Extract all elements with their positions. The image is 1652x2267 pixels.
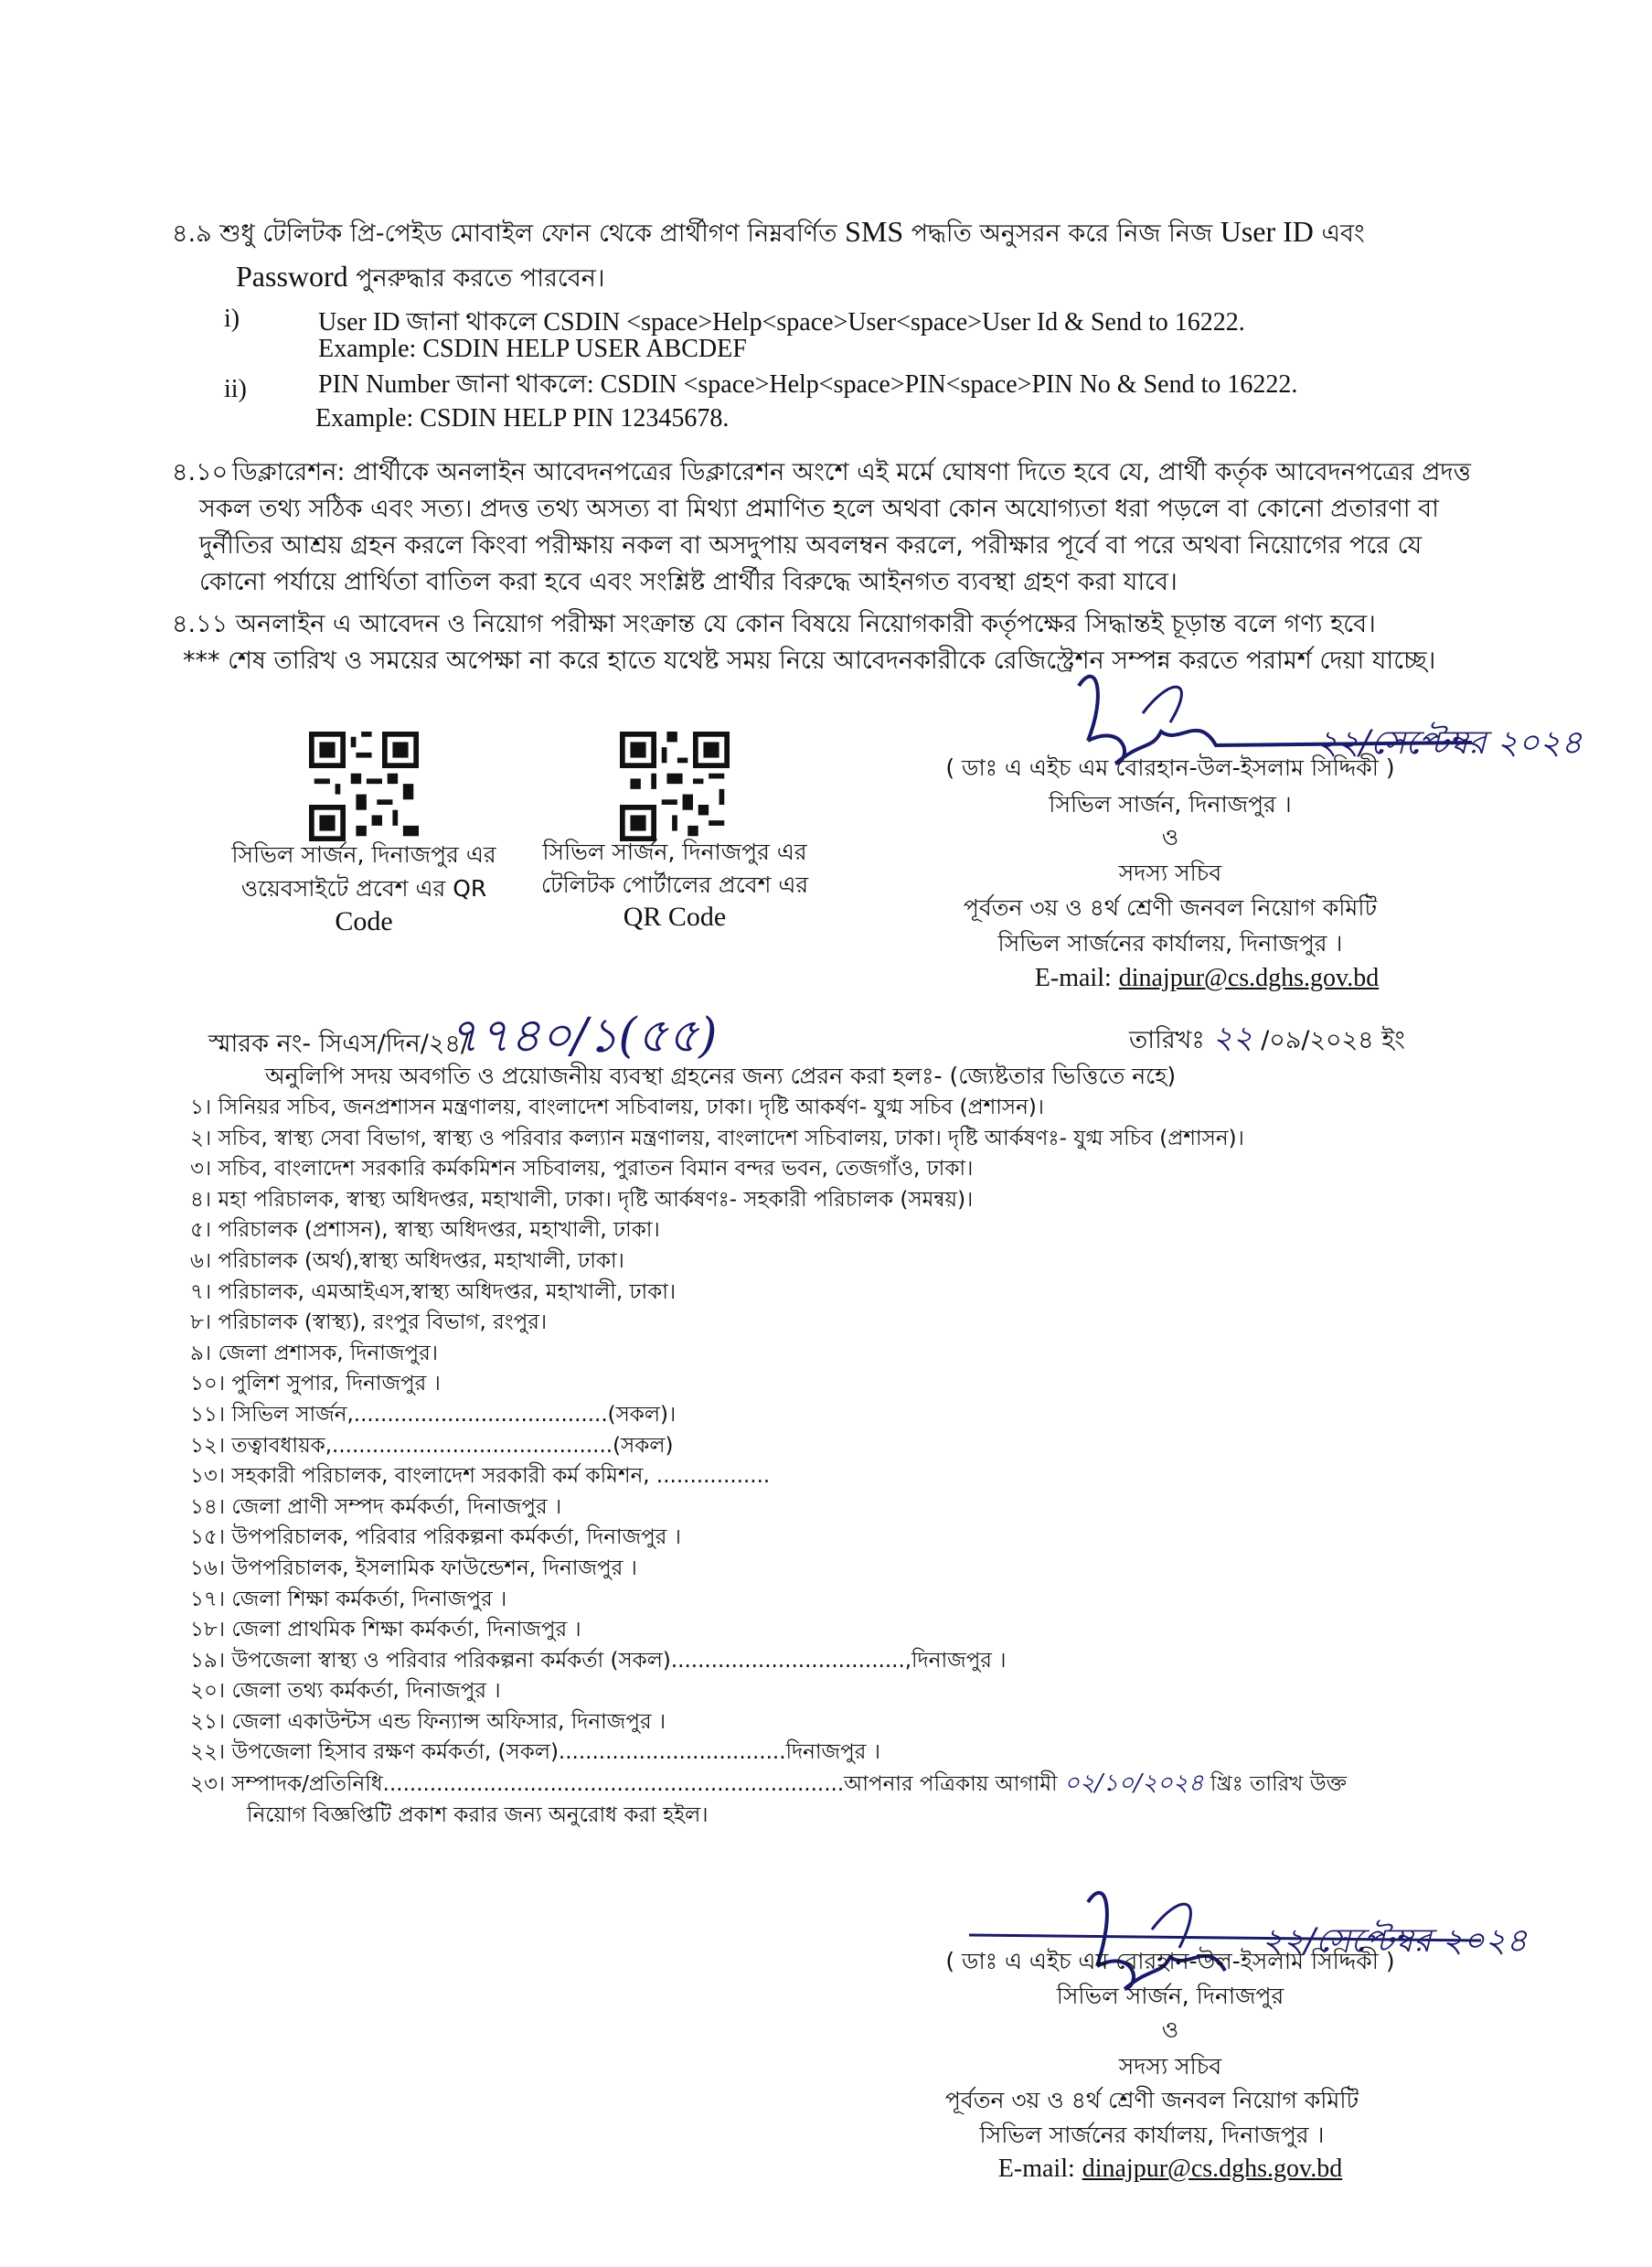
user-id-label: User ID — [1220, 215, 1314, 248]
signature-1-member: সদস্য সচিব — [1118, 860, 1222, 886]
section-text: শুধু টেলিটক প্রি-পেইড মোবাইল ফোন থেকে প্রার্থীগণ নিম্নবর্ণিত — [219, 219, 837, 248]
list-item: ১৮। জেলা প্রাথমিক শিক্ষা কর্মকর্তা, দিনাজপুর । — [190, 1618, 581, 1642]
signature-1-title: সিভিল সার্জন, দিনাজপুর । — [1049, 791, 1292, 818]
signature-2-date: ২২/সেপ্টেম্বর ২০২৪ — [1262, 1922, 1528, 1960]
section-4-10-number: ৪.১০ — [172, 458, 229, 487]
sms-item-text: PIN Number জানা থাকলে: CSDIN <space>Help<space>PIN<space>PIN No & Send to 16222. — [318, 370, 1298, 399]
list-item: ৬। পরিচালক (অর্থ),স্বাস্থ্য অধিদপ্তর, মহাখালী, ঢাকা। — [190, 1248, 624, 1273]
section-text: এবং — [1321, 219, 1365, 248]
qr-1-caption-line: সিভিল সার্জন, দিনাজপুর এর — [231, 841, 496, 868]
list-item-text: ২৩। সম্পাদক/প্রতিনিধি.....................................................................আপনার পত্রিকায় আগামী — [190, 1772, 1058, 1797]
list-item: ১৩। সহকারী পরিচালক, বাংলাদেশ সরকারী কর্ম কমিশন, ................. — [190, 1464, 771, 1489]
email-label: E-mail: — [1034, 964, 1112, 992]
section-number: ৪.৯ — [172, 219, 212, 248]
date-rest: /০৯/২০২৪ ইং — [1261, 1026, 1405, 1054]
list-item: ১৭। জেলা শিক্ষা কর্মকর্তা, দিনাজপুর । — [190, 1587, 507, 1611]
copy-intro: অনুলিপি সদয় অবগতি ও প্রয়োজনীয় ব্যবস্থা গ্রহনের জন্য প্রেরন করা হলঃ- (জ্যেষ্টতার ভিত্তিতে নহে) — [265, 1063, 1177, 1089]
signature-2-email-line — [933, 2151, 1408, 2187]
list-item: ৫। পরিচালক (প্রশাসন), স্বাস্থ্য অধিদপ্তর, মহাখালী, ঢাকা। — [190, 1218, 660, 1243]
list-item: ১৪। জেলা প্রাণী সম্পদ কর্মকর্তা, দিনাজপুর । — [190, 1494, 562, 1519]
sms-item-example: Example: CSDIN HELP USER ABCDEF — [318, 335, 747, 363]
handwritten-date: ০২/১০/২০২৪ — [1063, 1770, 1204, 1798]
list-item: ২১। জেলা একাউন্টস এন্ড ফিন্যান্স অফিসার, দিনাজপুর । — [190, 1709, 666, 1734]
qr-2-caption-line: টেলিটক পোর্টালের প্রবেশ এর — [540, 872, 809, 898]
list-item: ১১। সিভিল সার্জন,......................................(সকল)। — [190, 1402, 677, 1427]
memo-number-handwritten: ৭৭৪০/১(৫৫) — [448, 1009, 718, 1064]
section-text: পদ্ধতি অনুসরন করে নিজ নিজ — [911, 219, 1213, 248]
date-handwritten: ২২ — [1212, 1020, 1253, 1056]
email-link[interactable]: dinajpur@cs.dghs.gov.bd — [1118, 964, 1380, 992]
sms-item-text: User ID জানা থাকলে CSDIN <space>Help<space>User<space>User Id & Send to 16222. — [318, 308, 1245, 337]
signature-2-title: সিভিল সার্জন, দিনাজপুর — [1056, 1983, 1284, 2009]
sms-label: SMS — [845, 215, 904, 248]
section-text: অনলাইন এ আবেদন ও নিয়োগ পরীক্ষা সংক্রান্ত যে কোন বিষয়ে নিয়োগকারী কর্তৃপক্ষের সিদ্ধান্তই চূড়ান্ত বলে গণ্য হবে। — [235, 610, 1376, 638]
qr-2-caption-line: QR Code — [623, 902, 727, 932]
signature-2-member: সদস্য সচিব — [1118, 2053, 1222, 2080]
list-item: ১৯। উপজেলা স্বাস্থ্য ও পরিবার পরিকল্পনা কর্মকর্তা (সকল)...................................,দিনাজপুর । — [190, 1648, 1007, 1673]
signature-2-office: সিভিল সার্জনের কার্যালয়, দিনাজপুর । — [979, 2122, 1325, 2148]
list-item: ১৬। উপপরিচালক, ইসলামিক ফাউন্ডেশন, দিনাজপুর । — [190, 1556, 637, 1580]
qr-code-website-icon — [309, 732, 419, 841]
list-item: ১৫। উপপরিচালক, পরিবার পরিকল্পনা কর্মকর্তা, দিনাজপুর । — [190, 1525, 681, 1550]
signature-1-office: সিভিল সার্জনের কার্যালয়, দিনাজপুর । — [997, 930, 1343, 957]
qr-1-caption-line: ওয়েবসাইটে প্রবেশ এর QR — [240, 875, 487, 902]
signature-2-name: ( ডাঃ এ এইচ এম বোরহান-উল-ইসলাম সিদ্দিকী ) — [945, 1948, 1395, 1974]
list-item: ২। সচিব, স্বাস্থ্য সেবা বিভাগ, স্বাস্থ্য ও পরিবার কল্যান মন্ত্রণালয়, বাংলাদেশ সচিবালয়, ঢাকা। দৃষ্টি আর্কষণঃ- যুগ্ম সচিব (প্রশাসন)। — [190, 1126, 1244, 1150]
signature-1-email-line — [969, 960, 1444, 997]
signature-2-conj: ও — [1161, 2016, 1179, 2043]
list-item: ৮। পরিচালক (স্বাস্থ্য), রংপুর বিভাগ, রংপুর। — [190, 1310, 548, 1335]
section-4-10-line: দুর্নীতির আশ্রয় গ্রহন করলে কিংবা পরীক্ষায় নকল বা অসদুপায় অবলম্বন করলে, পরীক্ষার পূর্বে বা পরে অথবা নিয়োগের পরে যে — [199, 531, 1423, 560]
signature-1-conj: ও — [1161, 824, 1179, 850]
list-item: ৩। সচিব, বাংলাদেশ সরকারি কর্মকমিশন সচিবালয়, পুরাতন বিমান বন্দর ভবন, তেজগাঁও, ঢাকা। — [190, 1157, 974, 1182]
date-label: তারিখঃ — [1129, 1026, 1205, 1054]
section-4-9-line1 — [172, 216, 1365, 250]
memo-number-label: স্মারক নং- সিএস/দিন/২৪/ — [208, 1030, 470, 1058]
sms-item-marker: ii) — [224, 375, 247, 403]
signature-2-committee: পূর্বতন ৩য় ও ৪র্থ শ্রেণী জনবল নিয়োগ কমিটি — [944, 2087, 1359, 2113]
list-item-continuation: নিয়োগ বিজ্ঞপ্তিটি প্রকাশ করার জন্য অনুরোধ করা হইল। — [247, 1802, 709, 1827]
list-item: ৪। মহা পরিচালক, স্বাস্থ্য অধিদপ্তর, মহাখালী, ঢাকা। দৃষ্টি আর্কষণঃ- সহকারী পরিচালক (সমন্বয়)। — [190, 1187, 974, 1212]
section-4-9-line2 — [236, 261, 605, 294]
list-item: ৭। পরিচালক, এমআইএস,স্বাস্থ্য অধিদপ্তর, মহাখালী, ঢাকা। — [190, 1279, 677, 1304]
sms-item-example: Example: CSDIN HELP PIN 12345678. — [315, 404, 730, 433]
copy-list — [190, 1093, 1347, 1831]
list-item-tail: খ্রিঃ তারিখ উক্ত — [1210, 1772, 1347, 1797]
list-item: ১২। তত্বাবধায়ক,..........................................(সকল) — [190, 1433, 674, 1458]
password-label: Password — [236, 260, 348, 293]
section-4-11 — [172, 609, 1376, 640]
qr-2-caption-line: সিভিল সার্জন, দিনাজপুর এর — [542, 839, 807, 865]
signature-1-date: ২২/সেপ্টেম্বর ২০২৪ — [1316, 724, 1583, 762]
section-4-10-line: সকল তথ্য সঠিক এবং সত্য। প্রদত্ত তথ্য অসত্য বা মিথ্যা প্রমাণিত হলে অথবা কোন অযোগ্যতা ধরা পড়লে বা কোনো প্রতারণা বা — [199, 495, 1439, 523]
list-item: ১। সিনিয়র সচিব, জনপ্রশাসন মন্ত্রণালয়, বাংলাদেশ সচিবালয়, ঢাকা। দৃষ্টি আকর্ষণ- যুগ্ম সচিব (প্রশাসন)। — [190, 1096, 1045, 1119]
email-label: E-mail: — [997, 2155, 1075, 2183]
list-item: ২২। উপজেলা হিসাব রক্ষণ কর্মকর্তা, (সকল)..................................দিনাজপুর । — [190, 1740, 880, 1765]
signature-1-name: ( ডাঃ এ এইচ এম বোরহান-উল-ইসলাম সিদ্দিকী ) — [945, 754, 1395, 781]
deadline-note: *** শেষ তারিখ ও সময়ের অপেক্ষা না করে হাতে যথেষ্ট সময় নিয়ে আবেদনকারীকে রেজিস্ট্রেশন সম্পন্ন করতে পরামর্শ দেয়া যাচ্ছে। — [183, 647, 1436, 675]
section-number: ৪.১১ — [172, 610, 229, 638]
list-item — [190, 1769, 1347, 1801]
email-link[interactable]: dinajpur@cs.dghs.gov.bd — [1082, 2155, 1343, 2183]
section-4-10-line: কোনো পর্যায়ে প্রার্থিতা বাতিল করা হবে এবং সংশ্লিষ্ট প্রার্থীর বিরুদ্ধে আইনগত ব্যবস্থা গ্রহণ করা যাবে। — [199, 568, 1178, 596]
qr-1-caption-line: Code — [335, 906, 393, 936]
list-item: ৯। জেলা প্রশাসক, দিনাজপুর। — [190, 1341, 438, 1365]
qr-code-teletalk-icon — [620, 732, 730, 841]
sms-item-marker: i) — [224, 305, 240, 333]
list-item: ১০। পুলিশ সুপার, দিনাজপুর । — [190, 1372, 441, 1396]
memo-date — [1129, 1022, 1405, 1056]
signature-1-committee: পূর্বতন ৩য় ও ৪র্থ শ্রেণী জনবল নিয়োগ কমিটি — [963, 894, 1378, 921]
list-item: ২০। জেলা তথ্য কর্মকর্তা, দিনাজপুর । — [190, 1679, 501, 1704]
section-text: পুনরুদ্ধার করতে পারবেন। — [356, 264, 605, 293]
section-4-10-line: ডিক্লারেশন: প্রার্থীকে অনলাইন আবেদনপত্রের ডিক্লারেশন অংশে এই মর্মে ঘোষণা দিতে হবে যে, প্রার্থী কর্তৃক আবেদনপত্রের প্রদত্ত — [232, 458, 1471, 487]
